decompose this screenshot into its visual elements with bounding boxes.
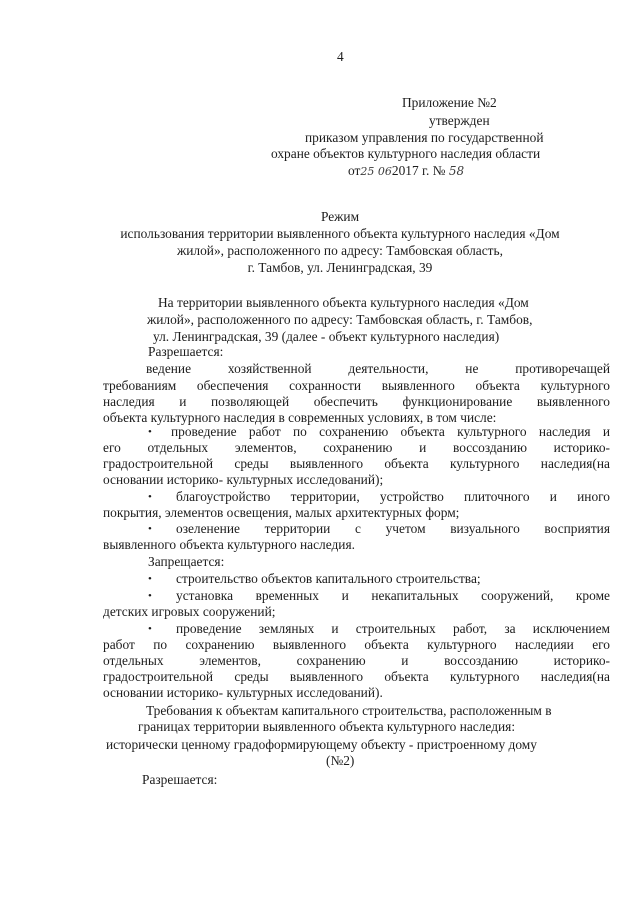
forbidden-b2-line-2: детских игровых сооружений; [103,604,276,619]
bullet-icon: • [148,523,152,535]
page-number: 4 [337,49,344,64]
forbidden-b3-line-2: работ по сохранению выявленного объекта культурного наследияи его [103,637,610,652]
bullet-icon: • [148,426,152,438]
order-line-1: приказом управления по государственной [305,130,544,145]
allowed-b2-line-1: благоустройство территории, устройство плиточного и иного [176,489,610,504]
allowed-p1-line-2: требованиям обеспечения сохранности выявленного объекта культурного [103,378,610,393]
title-line-3: г. Тамбов, ул. Ленинградская, 39 [247,260,433,275]
intro-line-2: жилой», расположенного по адресу: Тамбовская область, г. Тамбов, [147,312,533,327]
handwritten-date: 25 06 [360,165,392,178]
document-title: Режим [320,209,360,224]
intro-line-1: На территории выявленного объекта культурного наследия «Дом [158,295,529,310]
requirements-line-3: исторически ценному градоформирующему объекту - пристроенному дому [106,737,537,752]
forbidden-b2-line-1: установка временных и некапитальных сооружений, кроме [176,588,610,603]
allowed-b1-line-3: градостроительной среды выявленного объекта культурного наследия(на [103,456,610,471]
forbidden-b3-line-4: градостроительной среды выявленного объекта культурного наследия(на [103,669,610,684]
allowed-b3-line-2: выявленного объекта культурного наследия. [103,537,355,552]
allowed-heading: Разрешается: [148,344,224,359]
order-date-line [348,163,464,180]
allowed-p1-line-1: ведение хозяйственной деятельности, не противоречащей [146,361,610,376]
appendix-label: Приложение №2 [402,95,497,110]
forbidden-heading: Запрещается: [148,554,225,569]
title-line-2: жилой», расположенного по адресу: Тамбовская область, [177,243,503,258]
allowed-b1-line-2: его отдельных элементов, сохранению и воссозданию историко- [103,440,610,455]
bullet-icon: • [148,590,152,602]
forbidden-b3-line-1: проведение земляных и строительных работ, за исключением [176,621,610,636]
forbidden-b3-line-3: отдельных элементов, сохранению и воссозданию историко- [103,653,610,668]
allowed-b3-line-1: озеленение территории с учетом визуального восприятия [176,521,610,536]
forbidden-b3-line-5: основании историко- культурных исследований). [103,685,383,700]
requirements-line-1: Требования к объектам капитального строительства, расположенным в [146,703,552,718]
date-prefix: от [348,163,361,178]
allowed-b1-line-4: основании историко- культурных исследований); [103,472,384,487]
requirements-line-4: (№2) [326,753,355,768]
order-line-2: охране объектов культурного наследия области [271,146,541,161]
bullet-icon: • [148,623,152,635]
allowed-p1-line-3: наследия и позволяющей обеспечить функционирование выявленного [103,394,610,409]
allowed-b2-line-2: покрытия, элементов освещения, малых архитектурных форм; [103,505,460,520]
allowed-b1-line-1: проведение работ по сохранению объекта культурного наследия и [171,424,610,439]
allowed-p1-line-4: объекта культурного наследия в современных условиях, в том числе: [103,410,497,425]
intro-line-3: ул. Ленинградская, 39 (далее - объект культурного наследия) [153,329,500,344]
date-year: 2017 г. № [391,163,446,178]
bullet-icon: • [148,491,152,503]
forbidden-b1-line-1: строительство объектов капитального строительства; [176,571,481,586]
requirements-line-2: границах территории выявленного объекта культурного наследия: [138,719,516,734]
handwritten-number: 58 [448,164,465,178]
requirements-allowed-heading: Разрешается: [142,772,218,787]
bullet-icon: • [148,573,152,585]
title-line-1: использования территории выявленного объекта культурного наследия «Дом [120,226,560,241]
approved-label: утвержден [429,113,490,128]
